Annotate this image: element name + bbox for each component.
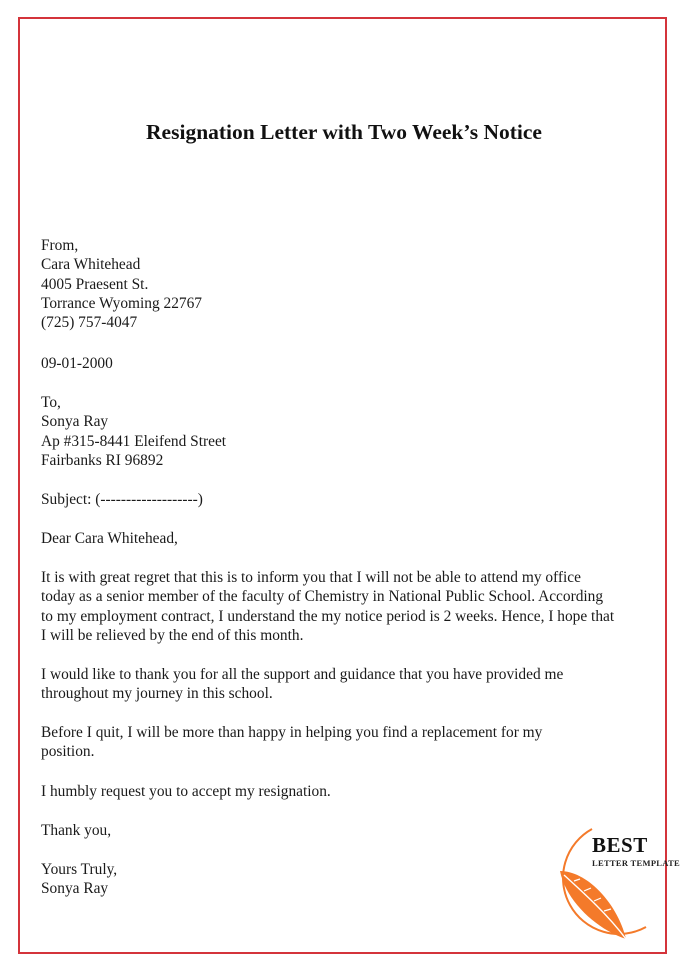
sender-block xyxy=(41,236,641,332)
signature-name: Sonya Ray xyxy=(41,880,109,898)
subject-line xyxy=(41,490,641,509)
salutation xyxy=(41,529,641,548)
thanks-text: Thank you, xyxy=(41,822,112,839)
subject-text: Subject: (-------------------) xyxy=(41,491,203,508)
salutation-text: Dear Cara Whitehead, xyxy=(41,530,178,547)
recipient-city: Fairbanks RI 96892 xyxy=(41,451,164,469)
paragraph-1-line: today as a senior member of the faculty of Chemistry in National Public School. According xyxy=(41,588,604,606)
sender-phone: (725) 757-4047 xyxy=(41,314,138,332)
letter-title: Resignation Letter with Two Week’s Notice xyxy=(146,120,542,144)
recipient-name: Sonya Ray xyxy=(41,413,109,431)
paragraph-4-text: I humbly request you to accept my resignation. xyxy=(41,783,331,800)
closing-text: Yours Truly, xyxy=(41,861,118,878)
paragraph-1-line: I will be relieved by the end of this month. xyxy=(41,626,304,644)
sender-name: Cara Whitehead xyxy=(41,256,141,274)
page-border xyxy=(18,17,667,954)
paragraph-2 xyxy=(41,665,641,704)
paragraph-3 xyxy=(41,723,641,762)
logo-brand: BEST xyxy=(592,833,648,857)
paragraph-3-line: Before I quit, I will be more than happy in helping you find a replacement for my xyxy=(41,724,543,741)
paragraph-2-line: throughout my journey in this school. xyxy=(41,685,273,703)
paragraph-4 xyxy=(41,782,641,801)
paragraph-1-line: to my employment contract, I understand the my notice period is 2 weeks. Hence, I hope that xyxy=(41,607,615,625)
recipient-street: Ap #315-8441 Eleifend Street xyxy=(41,432,227,450)
paragraph-1-line: It is with great regret that this is to inform you that I will not be able to attend my office xyxy=(41,569,581,586)
sender-city: Torrance Wyoming 22767 xyxy=(41,294,202,312)
to-label: To, xyxy=(41,394,61,411)
from-label: From, xyxy=(41,237,79,254)
recipient-block xyxy=(41,393,641,470)
letter-date xyxy=(41,354,641,373)
paragraph-2-line: I would like to thank you for all the support and guidance that you have provided me xyxy=(41,666,564,683)
date-text: 09-01-2000 xyxy=(41,355,113,372)
paragraph-3-line: position. xyxy=(41,743,95,761)
paragraph-1 xyxy=(41,568,641,645)
logo-subtitle: LETTER TEMPLATE xyxy=(592,858,681,868)
sender-street: 4005 Praesent St. xyxy=(41,275,149,293)
